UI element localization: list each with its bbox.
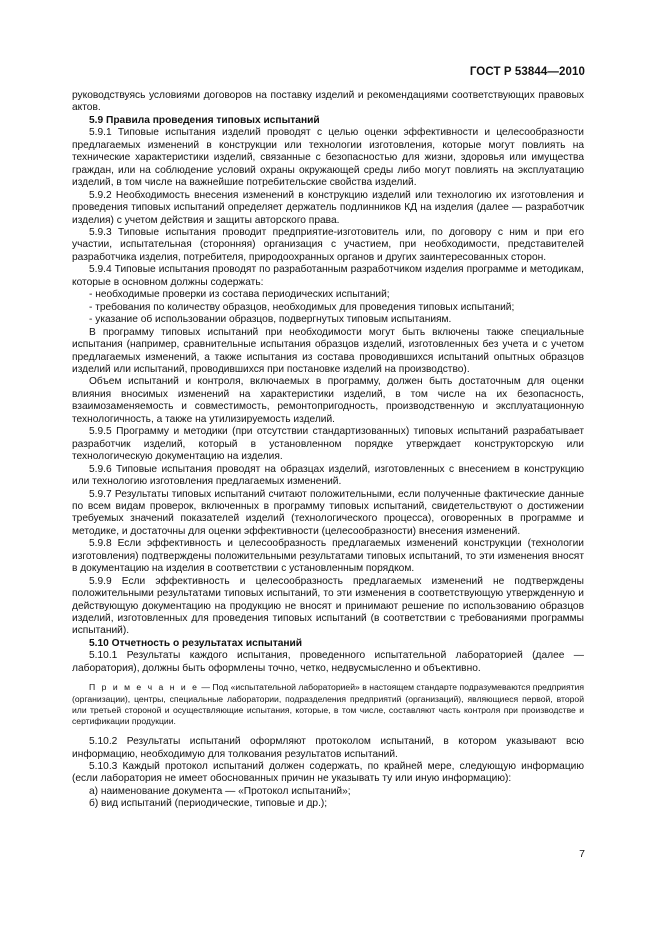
page-number: 7: [579, 848, 585, 860]
list-item: - указание об использовании образцов, подвергнутых типовым испытаниям.: [89, 314, 452, 326]
paragraph-5-10-2: 5.10.2 Результаты испытаний оформляют протоколом испытаний, в котором указывают всю информацию, необходимую для толкования результатов испытаний.: [72, 736, 584, 760]
paragraph-continuation: руководствуясь условиями договоров на поставку изделий и рекомендациями соответствующих правовых актов.: [72, 90, 584, 114]
section-heading-5-10: 5.10 Отчетность о результатах испытаний: [89, 637, 303, 649]
paragraph-5-9-9: 5.9.9 Если эффективность и целесообразность предлагаемых изменений не подтверждены положительными результатами типовых испытаний, то эти изменения в соответствующую утвержденную и действующую документацию на продукцию не вносят и принимают решение по использованию образцов изделий, изготовленных для проведения типовых испытаний (в соответствии с требованиями программы испытаний).: [72, 575, 584, 637]
paragraph-5-9-3: 5.9.3 Типовые испытания проводит предприятие-изготовитель или, по договору с ним и при его участии, испытательная (сторонняя) организация с участием, при необходимости, представителей разработчика изделия, потребителя, природоохранных органов и других заинтересованных сторон.: [72, 226, 584, 263]
paragraph-5-9-6: 5.9.6 Типовые испытания проводят на образцах изделий, изготовленных с внесением в конструкцию или технологию изготовления предлагаемых изменений.: [72, 463, 584, 488]
section-heading-5-9: 5.9 Правила проведения типовых испытаний: [89, 114, 320, 126]
list-item: б) вид испытаний (периодические, типовые и др.);: [89, 798, 328, 810]
note-label: П р и м е ч а н и е: [89, 682, 199, 693]
paragraph-5-9-2: 5.9.2 Необходимость внесения изменений в конструкцию изделий или технологию их изготовления и проведения типовых испытаний определяет держатель подлинников КД на изделия (далее — разработчик изделия) с учетом действия и защиты авторского права.: [72, 189, 584, 226]
paragraph-5-10-1: 5.10.1 Результаты каждого испытания, проведенного испытательной лабораторией (далее — лаборатория), должны быть оформлены точно, четко, недвусмысленно и объективно.: [72, 650, 584, 674]
list-item: - необходимые проверки из состава периодических испытаний;: [89, 289, 390, 301]
standard-header: ГОСТ Р 53844—2010: [469, 66, 585, 78]
paragraph-5-9-4: 5.9.4 Типовые испытания проводят по разработанным разработчиком изделия программе и методикам, которые в основном должны содержать:: [72, 264, 584, 288]
list-item: а) наименование документа — «Протокол испытаний»;: [89, 785, 351, 797]
paragraph-5-9-1: 5.9.1 Типовые испытания изделий проводят с целью оценки эффективности и целесообразности предлагаемых изменений в конструкции или технологии изготовления, которые могут повлиять на технические характеристики изделий, связанные с безопасностью для жизни, здоровья или имущества граждан, или на соблюдение условий охраны окружающей среды либо могут повлиять на эксплуатацию изделий, в том числе на важнейшие потребительские свойства изделий.: [72, 127, 584, 189]
paragraph-special-tests: В программу типовых испытаний при необходимости могут быть включены также специальные испытания (например, сравнительные испытания образцов изделий, изготовленных без учета и с учетом предлагаемых изменений, а также испытания из состава проводившихся испытаний опытных образцов изделий или испытаний, проводившихся при постановке изделий на производство).: [72, 326, 584, 375]
paragraph-5-9-5: 5.9.5 Программу и методики (при отсутствии стандартизованных) типовых испытаний разрабатывает разработчик изделий, который в установленном порядке утверждает конструкторскую или технологическую документацию на изделия.: [72, 426, 584, 463]
list-item: - требования по количеству образцов, необходимых для проведения типовых испытаний;: [89, 301, 515, 313]
paragraph-5-10-3: 5.10.3 Каждый протокол испытаний должен содержать, по крайней мере, следующую информацию (если лаборатория не имеет обоснованных причин не указывать ту или иную информацию):: [72, 761, 584, 785]
paragraph-5-9-7: 5.9.7 Результаты типовых испытаний считают положительными, если полученные фактические данные по всем видам проверок, включенных в программу типовых испытаний, свидетельствуют о достижении требуемых значений показателей изделий (технологического процесса), оговоренных в программе и методике, и достаточны для оценки эффективности (целесообразности) внесения изменений.: [72, 488, 584, 537]
paragraph-5-9-8: 5.9.8 Если эффективность и целесообразность предлагаемых изменений конструкции (технологии изготовления) подтверждены положительными результатами типовых испытаний, то эти изменения вносят в документацию на изделия в соответствии с установленным порядком.: [72, 538, 584, 575]
note: [72, 682, 584, 727]
paragraph-scope: Объем испытаний и контроля, включаемых в программу, должен быть достаточным для оценки влияния вносимых изменений на характеристики изделий, в том числе на их безопасность, взаимозаменяемость и совместимость, ремонтопригодность, производственную и эксплуатационную технологичность, а также на утилизируемость изделий.: [72, 376, 584, 425]
note-text: — Под «испытательной лабораторией» в настоящем стандарте подразумеваются предприятия (организации), центры, специальные лаборатории, подразделения предприятий (организаций), являющиеся первой, второй или третьей стороной и осуществляющие испытания, которые, в том числе, составляют часть контроля при производстве и сертификации продукции.: [72, 682, 585, 726]
document-body: [72, 90, 584, 811]
